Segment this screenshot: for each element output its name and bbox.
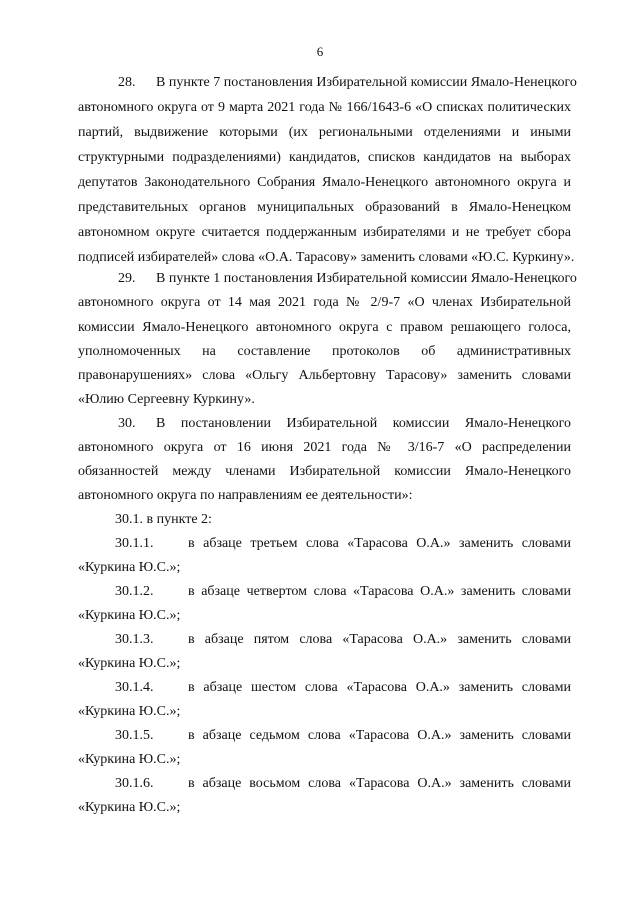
subitem-cont: «Куркина Ю.С.»;	[78, 704, 181, 719]
text-line: автономного округа от 16 июня 2021 года № 3/16-7 «О распределении	[78, 440, 571, 455]
subitem-text: в абзаце шестом слова «Тарасова О.А.» заменить словами	[188, 680, 571, 695]
sub-header: 30.1. в пункте 2:	[115, 512, 212, 527]
text-line: автономном округе считается поддержанным избирателями и не требует сбора	[78, 225, 571, 240]
text-line: партий, выдвижение которыми (их региональными отделениями и иными	[78, 125, 571, 140]
item-number: 29.	[118, 271, 136, 286]
text-line: структурными подразделениями) кандидатов, списков кандидатов на выборах	[78, 150, 571, 165]
subitem-cont: «Куркина Ю.С.»;	[78, 800, 181, 815]
text-line: депутатов Законодательного Собрания Ямало-Ненецкого автономного округа и	[78, 175, 571, 190]
subitem-number: 30.1.6.	[115, 776, 154, 791]
subitem-number: 30.1.5.	[115, 728, 154, 743]
item-number: 30.	[118, 416, 136, 431]
subitem-text: в абзаце восьмом слова «Тарасова О.А.» заменить словами	[188, 776, 571, 791]
text-line: комиссии Ямало-Ненецкого автономного округа с правом решающего голоса,	[78, 320, 571, 335]
subitem-number: 30.1.4.	[115, 680, 154, 695]
subitem-text: в абзаце седьмом слова «Тарасова О.А.» заменить словами	[188, 728, 571, 743]
page-number: 6	[316, 44, 324, 59]
subitem-text: в абзаце четвертом слова «Тарасова О.А.» заменить словами	[188, 584, 571, 599]
item-number: 28.	[118, 75, 136, 90]
text-line: представительных органов муниципальных образований в Ямало-Ненецком	[78, 200, 571, 215]
text-line: обязанностей между членами Избирательной комиссии Ямало-Ненецкого	[78, 464, 571, 479]
subitem-number: 30.1.1.	[115, 536, 154, 551]
text-line: В постановлении Избирательной комиссии Ямало-Ненецкого	[156, 416, 571, 431]
text-line: «Юлию Сергеевну Куркину».	[78, 392, 255, 407]
subitem-number: 30.1.2.	[115, 584, 154, 599]
text-line: автономного округа по направлениям ее деятельности»:	[78, 488, 413, 503]
subitem-cont: «Куркина Ю.С.»;	[78, 656, 181, 671]
text-line: В пункте 7 постановления Избирательной комиссии Ямало-Ненецкого	[156, 75, 577, 90]
text-line: уполномоченных на составление протоколов об административных	[78, 344, 571, 359]
subitem-text: в абзаце пятом слова «Тарасова О.А.» заменить словами	[188, 632, 571, 647]
text-line: подписей избирателей» слова «О.А. Тарасову» заменить словами «Ю.С. Куркину».	[78, 250, 575, 265]
subitem-cont: «Куркина Ю.С.»;	[78, 560, 181, 575]
text-line: автономного округа от 14 мая 2021 года № 2/9-7 «О членах Избирательной	[78, 295, 571, 310]
subitem-number: 30.1.3.	[115, 632, 154, 647]
text-line: автономного округа от 9 марта 2021 года № 166/1643-6 «О списках политических	[78, 100, 571, 115]
subitem-cont: «Куркина Ю.С.»;	[78, 608, 181, 623]
subitem-text: в абзаце третьем слова «Тарасова О.А.» заменить словами	[188, 536, 571, 551]
subitem-cont: «Куркина Ю.С.»;	[78, 752, 181, 767]
text-line: В пункте 1 постановления Избирательной комиссии Ямало-Ненецкого	[156, 271, 577, 286]
text-line: правонарушениях» слова «Ольгу Альбертовну Тарасову» заменить словами	[78, 368, 571, 383]
